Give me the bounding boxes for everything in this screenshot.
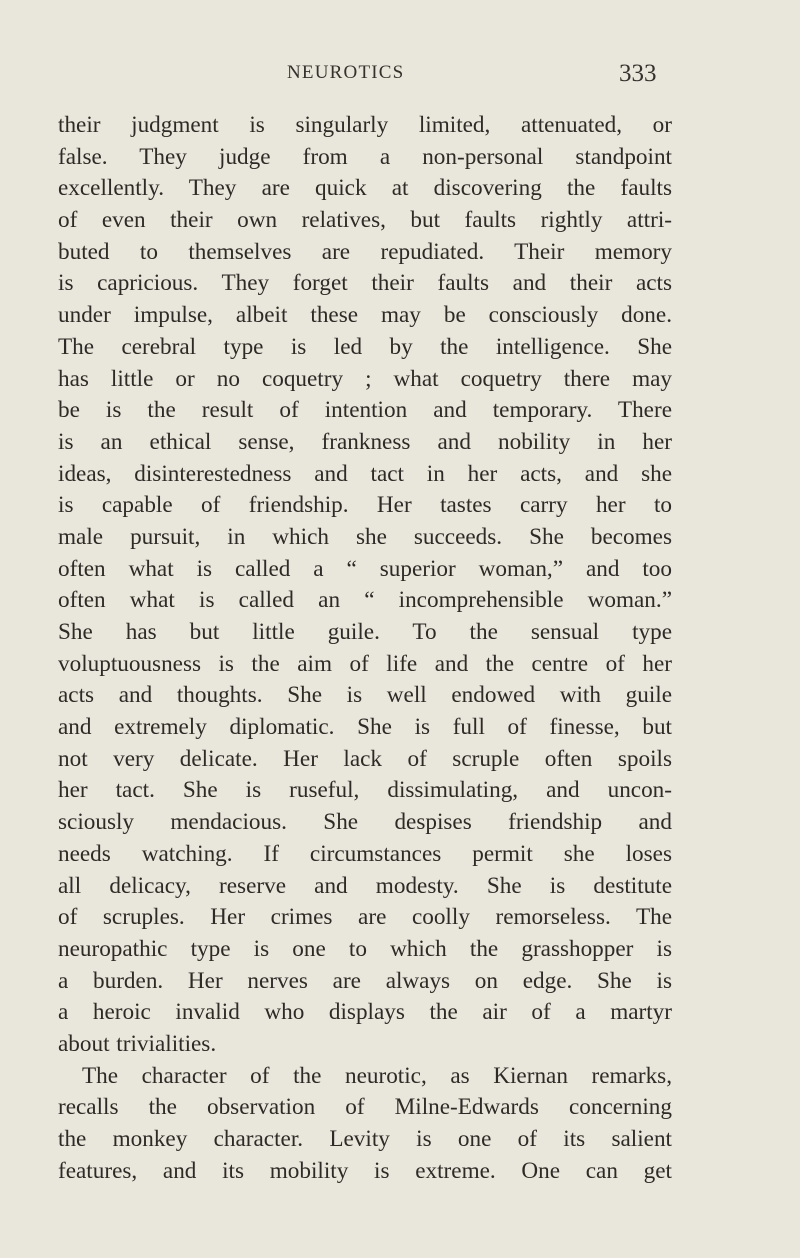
text-line: and extremely diplomatic. She is full of finesse, but — [58, 714, 672, 741]
text-line: the monkey character. Levity is one of its salient — [58, 1126, 672, 1152]
text-line: ideas, disinterestedness and tact in her acts, and she — [58, 460, 672, 487]
running-head-title: NEUROTICS — [287, 62, 405, 83]
running-head — [0, 62, 800, 92]
text-line: sciously mendacious. She despises friendship and — [58, 809, 672, 836]
text-line: excellently. They are quick at discovering the faults — [58, 175, 672, 202]
page-number: 333 — [619, 60, 657, 87]
text-line: not very delicate. Her lack of scruple often spoils — [58, 745, 672, 772]
text-line: often what is called a “ superior woman,” and too — [58, 555, 672, 582]
text-line: a heroic invalid who displays the air of a martyr — [58, 999, 672, 1026]
text-line: acts and thoughts. She is well endowed with guile — [58, 682, 672, 709]
text-line: is capricious. They forget their faults and their acts — [58, 270, 672, 297]
text-line: has little or no coquetry ; what coquetry there may — [58, 365, 672, 392]
text-line: their judgment is singularly limited, attenuated, or — [58, 112, 672, 138]
text-line: needs watching. If circumstances permit she loses — [58, 840, 672, 867]
text-line: neuropathic type is one to which the grasshopper is — [58, 935, 672, 962]
text-line: her tact. She is ruseful, dissimulating, and uncon- — [58, 777, 672, 804]
text-line-paragraph-end: about trivialities. — [58, 1030, 217, 1057]
text-line: often what is called an “ incomprehensible woman.” — [58, 587, 672, 614]
text-line: She has but little guile. To the sensual type — [58, 619, 672, 645]
text-line: The cerebral type is led by the intelligence. She — [58, 333, 672, 360]
text-line: of scruples. Her crimes are coolly remorseless. The — [58, 904, 672, 931]
text-line: voluptuousness is the aim of life and the centre of her — [58, 650, 672, 677]
text-line: features, and its mobility is extreme. One can get — [58, 1157, 672, 1184]
body-text — [58, 110, 672, 1187]
text-line: buted to themselves are repudiated. Their memory — [58, 238, 672, 265]
text-line: recalls the observation of Milne-Edwards concerning — [58, 1094, 672, 1121]
text-line: is capable of friendship. Her tastes carry her to — [58, 492, 672, 519]
text-line: under impulse, albeit these may be consciously done. — [58, 302, 672, 329]
text-line: of even their own relatives, but faults rightly attri- — [58, 207, 672, 234]
text-line: false. They judge from a non-personal standpoint — [58, 143, 672, 170]
text-line: all delicacy, reserve and modesty. She is destitute — [58, 872, 672, 899]
text-line: is an ethical sense, frankness and nobility in her — [58, 428, 672, 455]
text-line: a burden. Her nerves are always on edge. She is — [58, 967, 672, 994]
text-line-paragraph-start: The character of the neurotic, as Kiernan remarks, — [82, 1062, 672, 1089]
text-line: male pursuit, in which she succeeds. She becomes — [58, 523, 672, 550]
text-line: be is the result of intention and temporary. There — [58, 397, 672, 424]
